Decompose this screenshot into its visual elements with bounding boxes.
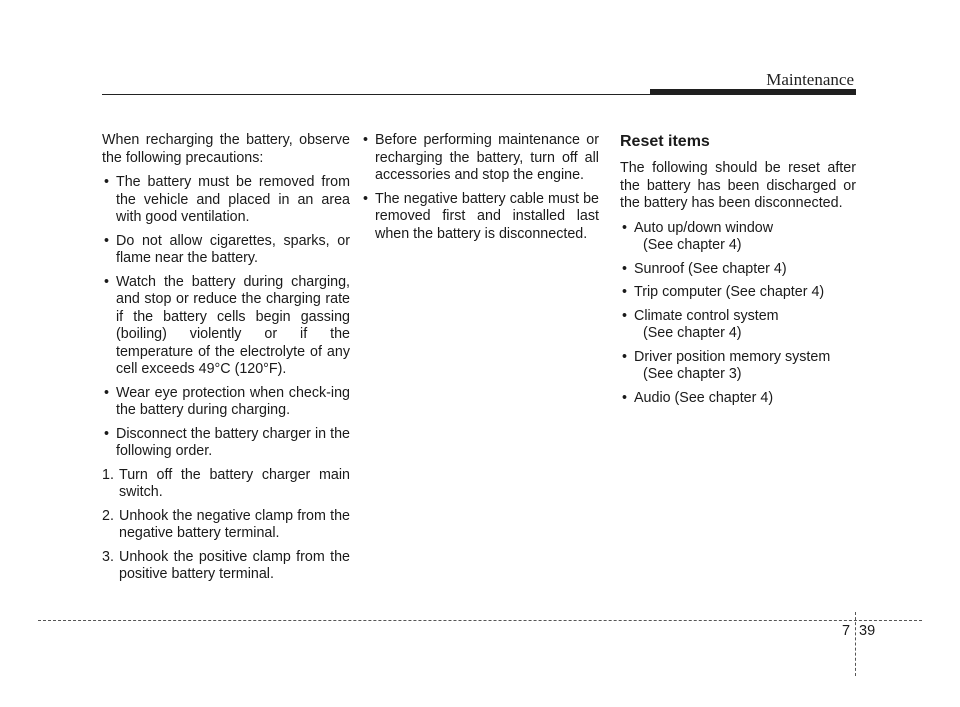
item-text: Driver position memory system bbox=[634, 348, 831, 365]
reset-intro: The following should be reset after the battery has been discharged or the battery has been disconnected. bbox=[620, 160, 856, 211]
page-number: 39 bbox=[859, 623, 876, 639]
item-text: Sunroof (See chapter 4) bbox=[634, 260, 787, 277]
step-text: Unhook the positive clamp from the positive battery terminal. bbox=[119, 548, 350, 582]
chapter-number: 7 bbox=[842, 623, 851, 639]
col1-intro: When recharging the battery, observe the following precautions: bbox=[102, 132, 350, 166]
list-item: • The battery must be removed from the vehicle and placed in an area with good ventilation. bbox=[102, 174, 350, 227]
item-text: Audio (See chapter 4) bbox=[634, 389, 774, 406]
header-bar bbox=[650, 89, 856, 95]
item-subtext: (See chapter 4) bbox=[643, 237, 742, 253]
step-number: 1. bbox=[102, 466, 114, 483]
step-item bbox=[102, 549, 350, 584]
step-text: Unhook the negative clamp from the negative battery terminal. bbox=[119, 507, 350, 541]
item-subtext: (See chapter 4) bbox=[643, 325, 742, 341]
column-1 bbox=[102, 132, 350, 590]
maintenance-notes-list bbox=[361, 132, 599, 243]
step-item bbox=[102, 508, 350, 543]
step-number: 3. bbox=[102, 548, 114, 565]
footer-vertical-divider bbox=[855, 612, 856, 676]
column-3 bbox=[620, 132, 856, 413]
item-text: Auto up/down window bbox=[634, 219, 774, 236]
step-number: 2. bbox=[102, 507, 114, 524]
reset-items-heading: Reset items bbox=[620, 133, 710, 150]
list-item bbox=[620, 284, 856, 302]
item-text: Trip computer (See chapter 4) bbox=[634, 284, 825, 300]
list-item: • Before performing maintenance or recharging the battery, turn off all accessories and stop the engine. bbox=[361, 132, 599, 185]
column-2 bbox=[361, 132, 599, 249]
list-item: • Wear eye protection when check-ing the battery during charging. bbox=[102, 385, 350, 420]
list-item bbox=[620, 390, 856, 408]
list-item: • The negative battery cable must be removed first and installed last when the battery is disconnected. bbox=[361, 191, 599, 244]
list-item: • Do not allow cigarettes, sparks, or flame near the battery. bbox=[102, 233, 350, 268]
item-text: Climate control system bbox=[634, 307, 779, 324]
precautions-list bbox=[102, 174, 350, 461]
list-item bbox=[620, 261, 856, 279]
section-title: Maintenance bbox=[766, 70, 854, 89]
list-item bbox=[620, 349, 856, 384]
item-subtext: (See chapter 3) bbox=[643, 366, 742, 382]
step-item bbox=[102, 467, 350, 502]
list-item: • Disconnect the battery charger in the following order. bbox=[102, 426, 350, 461]
reset-items-list bbox=[620, 220, 856, 408]
list-item bbox=[620, 308, 856, 343]
step-text: Turn off the battery charger main switch. bbox=[119, 466, 350, 500]
footer-dashed-rule bbox=[38, 620, 922, 621]
list-item bbox=[620, 220, 856, 255]
header-rule bbox=[102, 94, 650, 95]
list-item: • Watch the battery during charging, and stop or reduce the charging rate if the battery cells begin gassing (boiling) violently or if the temperature of the electrolyte of any cell exceeds 49°C (120°F). bbox=[102, 274, 350, 379]
disconnect-steps bbox=[102, 467, 350, 584]
